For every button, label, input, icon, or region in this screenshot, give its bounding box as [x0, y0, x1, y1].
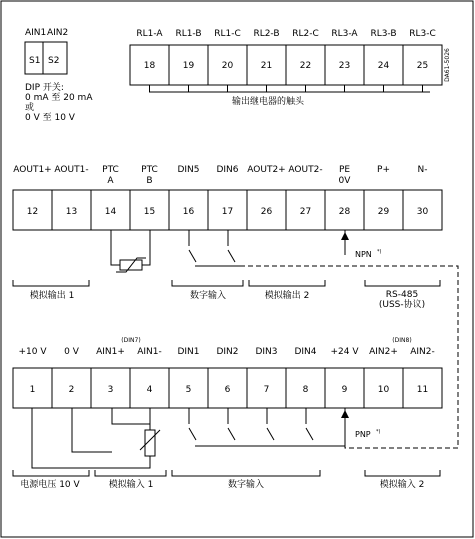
- top-row-header-4: DIN5: [177, 165, 200, 175]
- relay-drawing-code: DA61-5026: [444, 48, 451, 82]
- bottom-terminal-row: [13, 347, 442, 408]
- top-row-terminal-number-9: 29: [377, 207, 390, 217]
- top-row-header-0: AOUT1+: [13, 165, 52, 175]
- digital-in-bottom-caption: 数字输入: [227, 480, 265, 490]
- din6-switch-icon: [228, 250, 235, 262]
- dip-switch-s1: S1: [29, 56, 41, 66]
- relay-label-6: RL3-B: [370, 29, 397, 39]
- relay-terminal-number-6: 24: [377, 61, 390, 71]
- analog-out-1-bracket: [13, 280, 89, 286]
- npn-arrow-icon: [341, 232, 349, 240]
- relay-label-3: RL2-B: [253, 29, 280, 39]
- top-row-terminal-number-10: 30: [416, 207, 429, 217]
- relay-label-7: RL3-C: [409, 29, 436, 39]
- bottom-row-terminal-number-6: 7: [263, 385, 270, 395]
- bottom-row-header-8: +24 V: [330, 347, 359, 357]
- relay-label-0: RL1-A: [136, 29, 163, 39]
- uss-protocol-caption: (USS-协议): [378, 300, 426, 310]
- din8-note: (DIN8): [392, 337, 412, 344]
- bottom-row-captions: [13, 470, 440, 476]
- pot-wiper-icon: [140, 430, 160, 450]
- top-row-header-5: DIN6: [216, 165, 239, 175]
- top-row-terminal-number-1: 13: [65, 207, 78, 217]
- top-row-terminal-number-3: 15: [143, 207, 156, 217]
- dip-label-ain1: AIN1: [25, 28, 47, 38]
- top-row-terminal-number-5: 17: [221, 207, 234, 217]
- top-row-subheader-3: B: [146, 176, 153, 186]
- analog-out-2-caption: 模拟输出 2: [264, 291, 310, 301]
- bottom-row-terminal-number-2: 3: [107, 385, 114, 395]
- top-row-terminal-number-7: 27: [299, 207, 312, 217]
- bottom-row-header-6: DIN3: [255, 347, 278, 357]
- analog-in-2-bracket: [365, 470, 440, 476]
- relay-caption: 输出继电器的触头: [231, 97, 305, 107]
- din2-switch-icon: [228, 428, 235, 440]
- top-row-header-9: P+: [377, 165, 390, 175]
- supply-caption: 电源电压 10 V: [20, 480, 80, 490]
- top-row-header-7: AOUT2-: [288, 165, 323, 175]
- bottom-row-header-0: +10 V: [18, 347, 47, 357]
- analog-in-1-caption: 模拟输入 1: [108, 480, 154, 490]
- top-row-terminal-number-8: 28: [338, 207, 351, 217]
- bottom-row-terminal-number-0: 1: [29, 385, 36, 395]
- analog-out-2-bracket: [249, 280, 325, 286]
- pnp-note-mark: *): [376, 429, 381, 435]
- bottom-row-header-1: 0 V: [64, 347, 79, 357]
- dip-label-ain2: AIN2: [47, 28, 69, 38]
- bottom-row-header-4: DIN1: [177, 347, 200, 357]
- top-row-subheader-2: A: [107, 176, 114, 186]
- top-row-header-10: N-: [417, 165, 428, 175]
- top-row-terminal-number-0: 12: [26, 207, 39, 217]
- bottom-row-terminal-number-7: 8: [302, 385, 309, 395]
- relay-label-2: RL1-C: [214, 29, 241, 39]
- bottom-row-header-5: DIN2: [216, 347, 239, 357]
- zero-volt-wire: [72, 408, 112, 452]
- dip-range-voltage: 0 V 至 10 V: [25, 113, 75, 123]
- din5-switch-icon: [189, 250, 196, 262]
- top-row-subheader-8: 0V: [338, 176, 351, 186]
- analog-in-1-bracket: [95, 470, 166, 476]
- npn-label: NPN: [355, 250, 372, 259]
- pnp-arrow-icon: [341, 410, 349, 418]
- analog-out-1-caption: 模拟输出 1: [29, 291, 75, 301]
- top-terminal-row: [13, 165, 442, 230]
- bottom-row-terminal-number-3: 4: [146, 385, 153, 395]
- top-row-terminal-number-2: 14: [104, 207, 117, 217]
- dip-switch-section: [25, 28, 93, 123]
- rs485-caption: RS-485: [385, 290, 419, 300]
- relay-label-4: RL2-C: [292, 29, 319, 39]
- dip-range-current: 0 mA 至 20 mA: [25, 93, 93, 103]
- relay-label-1: RL1-B: [175, 29, 202, 39]
- relay-terminal-number-5: 23: [338, 61, 351, 71]
- bottom-row-terminal-number-5: 6: [224, 385, 231, 395]
- pnp-label: PNP: [355, 430, 371, 439]
- din1-switch-icon: [189, 428, 196, 440]
- top-row-header-3: PTC: [141, 165, 158, 175]
- bottom-row-header-3: AIN1-: [137, 347, 162, 357]
- bottom-row-terminal-number-1: 2: [68, 385, 75, 395]
- relay-terminal-number-0: 18: [143, 61, 156, 71]
- dip-title: DIP 开关:: [25, 83, 64, 93]
- top-row-terminal-number-6: 26: [260, 207, 273, 217]
- top-row-header-6: AOUT2+: [247, 165, 286, 175]
- supply-bracket: [13, 470, 89, 476]
- dip-switch-s2: S2: [48, 56, 60, 66]
- relay-terminal-number-1: 19: [182, 61, 195, 71]
- ain1-plus-wire: [112, 408, 150, 424]
- digital-in-bottom-bracket: [172, 470, 320, 476]
- rs485-bracket: [365, 280, 440, 286]
- din3-switch-icon: [267, 428, 274, 440]
- pot-return-wire: [112, 456, 150, 468]
- top-row-terminal-number-4: 16: [182, 207, 195, 217]
- relay-terminal-section: [130, 29, 442, 92]
- bottom-row-header-7: DIN4: [294, 347, 317, 357]
- relay-terminal-number-4: 22: [299, 61, 312, 71]
- relay-terminal-number-3: 21: [260, 61, 273, 71]
- relay-terminal-number-7: 25: [416, 61, 429, 71]
- bottom-row-terminal-number-9: 10: [377, 385, 390, 395]
- bottom-row-terminal-number-4: 5: [185, 385, 192, 395]
- top-row-header-2: PTC: [102, 165, 119, 175]
- din7-note: (DIN7): [121, 337, 141, 344]
- digital-in-top-bracket: [172, 280, 243, 286]
- bottom-row-header-9: AIN2+: [369, 347, 398, 357]
- bottom-row-header-2: AIN1+: [96, 347, 125, 357]
- digital-in-top-caption: 数字输入: [189, 291, 227, 301]
- bottom-row-header-10: AIN2-: [410, 347, 435, 357]
- top-row-header-1: AOUT1-: [54, 165, 89, 175]
- relay-terminal-number-2: 20: [221, 61, 234, 71]
- analog-in-2-caption: 模拟输入 2: [379, 480, 425, 490]
- bottom-row-terminal-number-8: 9: [341, 385, 348, 395]
- relay-label-5: RL3-A: [331, 29, 358, 39]
- top-row-header-8: PE: [338, 165, 351, 175]
- top-row-captions: [13, 280, 440, 286]
- bottom-row-terminal-number-10: 11: [416, 385, 429, 395]
- npn-note-mark: *): [377, 249, 382, 255]
- dip-range-or: 或: [25, 103, 35, 113]
- bottom-row-wiring: [32, 408, 345, 468]
- din4-switch-icon: [306, 428, 313, 440]
- diagram-border: [1, 1, 473, 537]
